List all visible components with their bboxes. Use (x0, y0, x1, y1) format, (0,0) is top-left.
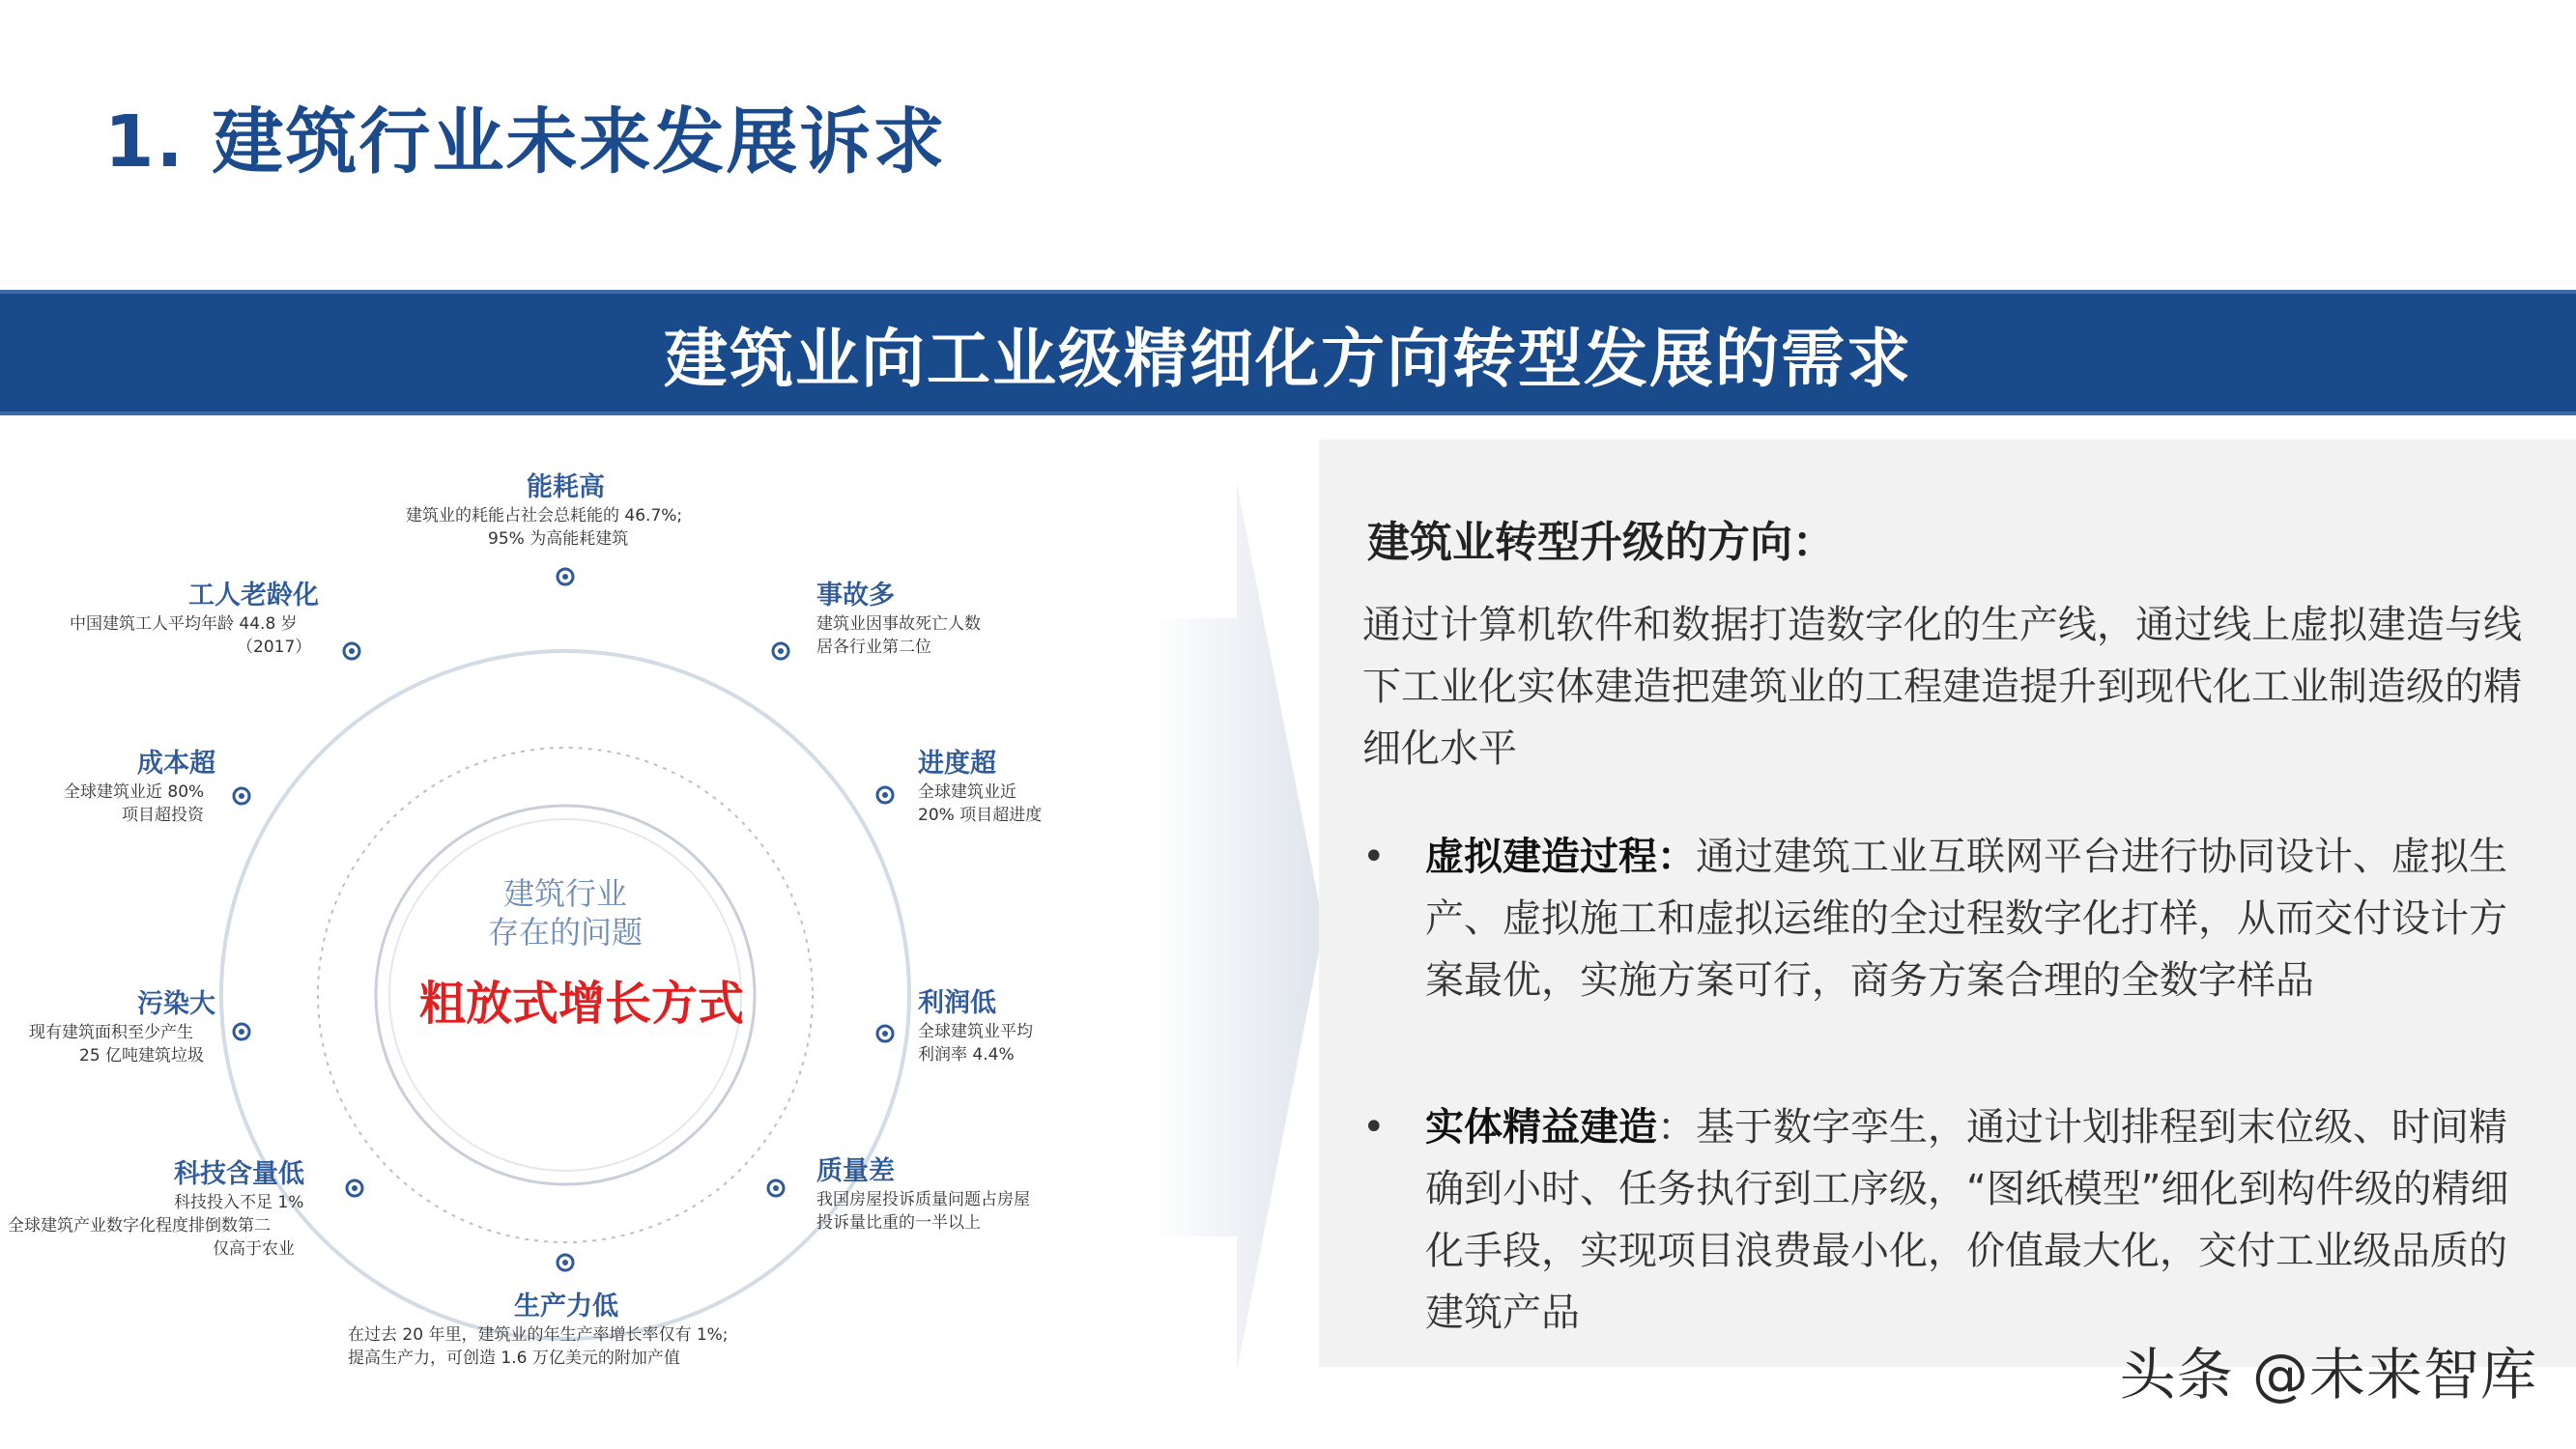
node-cost-desc1: 全球建筑业近 80% (64, 782, 205, 802)
node-schedule-desc1: 全球建筑业近 (918, 782, 1016, 802)
node-schedule-desc2: 20% 项目超进度 (918, 806, 1043, 825)
node-quality-desc2: 投诉量比重的一半以上 (816, 1213, 981, 1233)
node-productivity-desc1: 在过去 20 年里，建筑业的年生产率增长率仅有 1%; (348, 1325, 729, 1345)
center-label-line1: 建筑行业 (502, 875, 627, 912)
node-aging-title: 工人老龄化 (188, 581, 319, 611)
problem-diagram (0, 444, 1188, 1449)
bullet-text: ：基于数字孪生，通过计划排程到末位级、时间精确到小时、任务执行到工序级，“图纸模型”细化到构件级的精细化手段，实现项目浪费最小化，价值最大化，交付工业级品质的建筑产品 (1425, 1105, 2509, 1335)
panel-heading: 建筑业转型升级的方向： (1367, 518, 1835, 567)
chevron-right-icon (1150, 483, 1333, 1372)
node-quality-desc1: 我国房屋投诉质量问题占房屋 (816, 1190, 1030, 1209)
node-technology-desc3: 仅高于农业 (213, 1239, 295, 1259)
node-accidents-title: 事故多 (816, 581, 895, 611)
node-cost-title: 成本超 (137, 749, 215, 779)
node-accidents-desc1: 建筑业因事故死亡人数 (816, 614, 981, 634)
center-highlight: 粗放式增长方式 (418, 977, 744, 1031)
node-pollution-title: 污染大 (137, 989, 215, 1019)
node-accidents-desc2: 居各行业第二位 (816, 638, 931, 657)
bullet-text: 通过建筑工业互联网平台进行协同设计、虚拟生产、虚拟施工和虚拟运维的全过程数字化打样，从而交付设计方案最优，实施方案可行，商务方案合理的全数字样品 (1425, 835, 2507, 1003)
node-profit-desc2: 利润率 4.4% (918, 1045, 1015, 1065)
node-schedule-title: 进度超 (918, 749, 996, 779)
node-technology-desc2: 全球建筑产业数字化程度排倒数第二 (8, 1216, 271, 1236)
node-quality-title: 质量差 (816, 1156, 895, 1186)
bullet-term: 实体精益建造 (1425, 1105, 1657, 1150)
bullet-dot-icon: • (1362, 1105, 1386, 1150)
node-technology-title: 科技含量低 (174, 1159, 304, 1189)
bullet-term: 虚拟建造过程： (1425, 835, 1696, 879)
node-aging-desc2: （2017） (237, 638, 312, 657)
section-banner: 建筑业向工业级精细化方向转型发展的需求 (0, 290, 2576, 415)
bullet-virtual-construction (1362, 826, 2512, 1011)
bullet-dot-icon: • (1362, 835, 1386, 879)
node-profit-title: 利润低 (918, 988, 996, 1018)
node-aging-desc1: 中国建筑工人平均年龄 44.8 岁 (70, 614, 298, 634)
node-pollution-desc2: 25 亿吨建筑垃圾 (79, 1046, 205, 1065)
page-title: 1. 建筑行业未来发展诉求 (104, 100, 947, 184)
node-energy-desc1: 建筑业的耗能占社会总耗能的 46.7%; (406, 506, 683, 526)
center-label-line2: 存在的问题 (487, 914, 643, 951)
node-cost-desc2: 项目超投资 (122, 806, 204, 825)
node-productivity-title: 生产力低 (514, 1292, 618, 1321)
watermark: 头条 @未来智库 (2119, 1342, 2537, 1407)
node-energy-desc2: 95% 为高能耗建筑 (488, 529, 629, 549)
panel-intro: 通过计算机软件和数据打造数字化的生产线，通过线上虚拟建造与线下工业化实体建造把建筑业的工程建造提升到现代化工业制造级的精细化水平 (1362, 603, 2522, 771)
bullet-lean-construction (1362, 1096, 2512, 1344)
node-technology-desc1: 科技投入不足 1% (174, 1193, 304, 1212)
node-profit-desc1: 全球建筑业平均 (918, 1022, 1033, 1041)
node-energy-title: 能耗高 (527, 472, 605, 502)
node-productivity-desc2: 提高生产力，可创造 1.6 万亿美元的附加产值 (348, 1349, 680, 1368)
transformation-panel (1319, 440, 2576, 1367)
node-pollution-desc1: 现有建筑面积至少产生 (29, 1023, 193, 1042)
